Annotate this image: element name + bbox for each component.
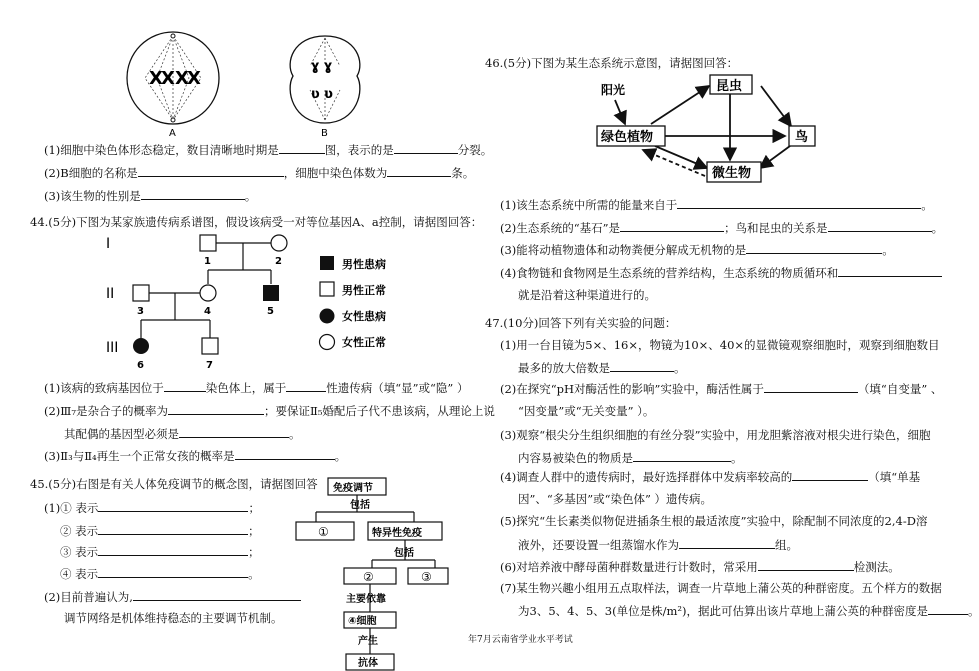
- answer-blank[interactable]: [133, 589, 301, 601]
- individual-number: 6: [137, 360, 144, 371]
- svg-text:X: X: [161, 68, 175, 89]
- concept-link-rely: 主要依靠: [346, 594, 386, 605]
- answer-blank[interactable]: [179, 426, 289, 438]
- q46-part4-cont: 就是沿着这种渠道进行的。: [518, 288, 656, 302]
- q47-part3-cont: 内容易被染色的物质是 。: [518, 451, 743, 465]
- answer-blank[interactable]: [764, 381, 858, 393]
- pedigree-chart: [100, 232, 460, 372]
- answer-blank[interactable]: [98, 566, 248, 578]
- answer-blank[interactable]: [746, 242, 882, 254]
- individual-7-normal-male: [202, 338, 218, 354]
- concept-link-include: 包括: [350, 500, 370, 511]
- q45-intro: 45.(5分)右图是有关人体免疫调节的概念图，请据图回答: [30, 477, 318, 491]
- legend-normal-female: 女性正常: [342, 336, 386, 349]
- answer-blank[interactable]: [164, 380, 206, 392]
- answer-blank[interactable]: [633, 450, 731, 462]
- concept-node-2: ②: [363, 570, 374, 584]
- svg-text:ɣ ɣ: ɣ ɣ: [311, 59, 333, 74]
- concept-antibody: 抗体: [358, 658, 378, 669]
- q45-part1-3: ③ 表示 ；: [60, 545, 260, 559]
- individual-number: 4: [204, 306, 211, 317]
- q46-part4: (4)食物链和食物网是生态系统的营养结构，生态系统的物质循环和: [500, 265, 942, 280]
- q47-part1-cont: 最多的放大倍数是 。: [518, 361, 686, 375]
- svg-text:X: X: [175, 68, 189, 89]
- q45-part1-2: ② 表示 ；: [60, 524, 260, 538]
- q47-part4-cont: 因”、“多基因”或“染色体” ）遗传病。: [518, 492, 713, 506]
- generation-label: II: [106, 286, 115, 302]
- svg-text:X: X: [149, 68, 163, 89]
- q43-part3: (3)该生物的性别是 。: [44, 189, 257, 203]
- svg-text:ʋ ʋ: ʋ ʋ: [311, 87, 333, 102]
- ecosystem-insect: 昆虫: [716, 79, 743, 94]
- individual-3-normal-male: [133, 285, 149, 301]
- q44-part3: (3)Ⅱ₃与Ⅱ₄再生一个正常女孩的概率是 。: [44, 449, 347, 463]
- q47-part7-cont: 为3、5、4、5、3(单位是株/m²)，据此可估算出该片草地上蒲公英的种群密度是 。: [518, 604, 979, 618]
- ecosystem-green-plant: 绿色植物: [601, 130, 654, 145]
- q45-part1-4: ④ 表示 。: [60, 567, 260, 581]
- svg-text:X: X: [187, 68, 201, 89]
- ecosystem-diagram: [585, 72, 825, 190]
- q46-part1: (1)该生态系统中所需的能量来自于 。: [500, 198, 933, 212]
- q47-part1: (1)用一台目镜为5×、16×，物镜为10×、40×的显微镜观察细胞时，观察到细胞数目: [500, 338, 940, 352]
- page-footer: 年7月云南省学业水平考试: [468, 635, 573, 645]
- cell-division-figure: [115, 28, 375, 140]
- generation-label: III: [106, 340, 119, 356]
- cell-a-label: A: [169, 128, 176, 139]
- individual-1-normal-male: [200, 235, 216, 251]
- immune-concept-map: [290, 476, 450, 671]
- ecosystem-microbe: 微生物: [712, 166, 752, 181]
- q43-part2: (2)B细胞的名称是 ，细胞中染色体数为 条。: [44, 166, 475, 180]
- q44-part1: (1)该病的致病基因位于 染色体上，属于 性遗传病（填“显”或“隐” ）: [44, 381, 469, 395]
- q44-intro: 44.(5分)下图为某家族遗传病系谱图，假设该病受一对等位基因A、a控制，请据图回答：: [30, 215, 483, 229]
- individual-2-normal-female: [271, 235, 287, 251]
- answer-blank[interactable]: [677, 197, 921, 209]
- q45-part2: (2)目前普遍认为,: [44, 589, 301, 604]
- concept-link-include: 包括: [394, 548, 414, 559]
- cell-b-label: B: [321, 128, 328, 139]
- answer-blank[interactable]: [138, 165, 284, 177]
- concept-node-3: ③: [421, 570, 432, 584]
- q44-part2: (2)Ⅲ₇是杂合子的概率为 ；要保证Ⅱ₅婚配后子代不患该病，从理论上说: [44, 404, 495, 418]
- answer-blank[interactable]: [758, 559, 854, 571]
- individual-4-normal-female: [200, 285, 216, 301]
- answer-blank[interactable]: [838, 265, 942, 277]
- q47-intro: 47.(10分)回答下列有关实验的问题：: [485, 316, 677, 330]
- answer-blank[interactable]: [387, 165, 451, 177]
- q46-part3: (3)能将动植物遗体和动物粪便分解成无机物的是 。: [500, 243, 894, 257]
- answer-blank[interactable]: [98, 544, 248, 556]
- q47-part3: (3)观察“根尖分生组织细胞的有丝分裂”实验中，用龙胆紫溶液对根尖进行染色，细胞: [500, 428, 931, 442]
- answer-blank[interactable]: [828, 220, 932, 232]
- ecosystem-sun: 阳光: [601, 83, 626, 97]
- cell-b: [290, 36, 360, 123]
- q46-intro: 46.(5分)下图为某生态系统示意图，请据图回答：: [485, 56, 739, 70]
- answer-blank[interactable]: [98, 500, 248, 512]
- answer-blank[interactable]: [286, 380, 326, 392]
- concept-specific-immunity: 特异性免疫: [372, 528, 422, 539]
- individual-number: 5: [267, 306, 274, 317]
- q47-part2: (2)在探究“pH对酶活性的影响”实验中，酶活性属于 （填“自变量” 、: [500, 382, 943, 396]
- answer-blank[interactable]: [792, 469, 868, 481]
- answer-blank[interactable]: [620, 220, 724, 232]
- concept-node-1: ①: [318, 525, 329, 539]
- answer-blank[interactable]: [279, 142, 325, 154]
- individual-number: 7: [206, 360, 213, 371]
- q47-part6: (6)对培养液中酵母菌种群数量进行计数时，常采用 检测法。: [500, 560, 900, 574]
- legend-normal-male: 男性正常: [342, 284, 386, 297]
- individual-6-affected-female: [133, 338, 149, 354]
- answer-blank[interactable]: [141, 188, 245, 200]
- q47-part5: (5)探究“生长素类似物促进插条生根的最适浓度”实验中，除配制不同浓度的2,4-D溶: [500, 514, 928, 528]
- q43-part1: (1)细胞中染色体形态稳定，数目清晰地时期是 图，表示的是 分裂。: [44, 143, 493, 157]
- individual-number: 3: [137, 306, 144, 317]
- legend-affected-female: 女性患病: [342, 310, 386, 323]
- q45-part1-1: (1)① 表示 ；: [44, 501, 260, 515]
- q47-part7: (7)某生物兴趣小组用五点取样法，调查一片草地上蒲公英的种群密度。五个样方的数据: [500, 581, 942, 595]
- concept-node-4-cell: ④细胞: [348, 616, 377, 627]
- q44-part2-cont: 其配偶的基因型必须是 。: [64, 427, 301, 441]
- pedigree-legend: [320, 256, 387, 350]
- legend-affected-male: 男性患病: [342, 258, 386, 271]
- q47-part4: (4)调查人群中的遗传病时，最好选择群体中发病率较高的 （填“单基: [500, 470, 921, 484]
- answer-blank[interactable]: [610, 360, 674, 372]
- q47-part5-cont: 液外，还要设置一组蒸馏水作为 组。: [518, 538, 798, 552]
- q46-part2: (2)生态系统的“基石”是 ；鸟和昆虫的关系是 。: [500, 221, 944, 235]
- individual-number: 2: [275, 256, 282, 267]
- individual-number: 1: [204, 256, 211, 267]
- individual-5-affected-male: [263, 285, 279, 301]
- generation-label: I: [106, 236, 111, 252]
- ecosystem-bird: 鸟: [795, 130, 809, 145]
- answer-blank[interactable]: [235, 448, 335, 460]
- concept-immune-regulation: 免疫调节: [333, 483, 373, 494]
- cell-a: [127, 32, 219, 124]
- concept-link-produce: 产生: [358, 636, 378, 647]
- answer-blank[interactable]: [928, 603, 968, 615]
- q47-part2-cont: “因变量”或“无关变量” ）。: [518, 404, 655, 418]
- q45-part2-cont: 调节网络是机体维持稳态的主要调节机制。: [64, 611, 283, 625]
- answer-blank[interactable]: [168, 403, 264, 415]
- answer-blank[interactable]: [679, 537, 775, 549]
- answer-blank[interactable]: [98, 523, 248, 535]
- answer-blank[interactable]: [394, 142, 458, 154]
